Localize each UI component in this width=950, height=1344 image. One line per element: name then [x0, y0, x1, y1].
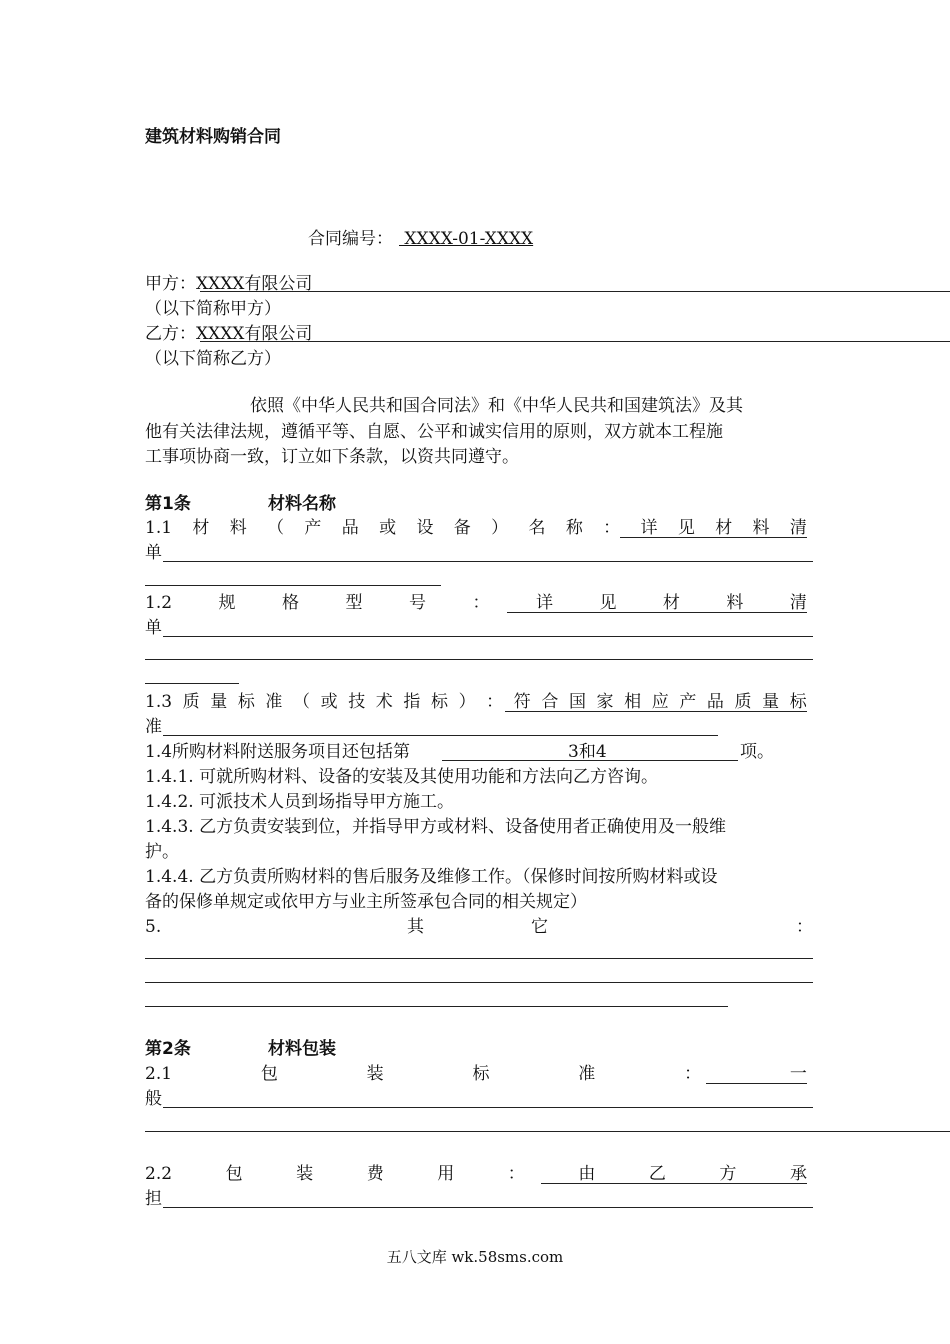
intro-line-3: 工事项协商一致，订立如下条款，以资共同遵守。	[145, 447, 519, 467]
c21-underline-1	[163, 1107, 813, 1108]
c13-value-underline	[505, 711, 807, 712]
c13-char: 国	[568, 692, 586, 712]
clause-2-2	[145, 1163, 807, 1185]
c22-char: 由	[578, 1164, 596, 1184]
c11-char: 或	[379, 518, 397, 538]
c11-char: 1.1	[145, 518, 173, 538]
c12-char: 见	[599, 593, 617, 613]
party-a-label: 甲方：	[145, 274, 196, 294]
c21-char: 一	[789, 1064, 807, 1084]
party-b-underline	[200, 341, 950, 342]
contract-number	[308, 228, 533, 250]
c13-char: 质	[734, 692, 752, 712]
c11-char: 见	[677, 518, 695, 538]
c12-char: 1.2	[145, 593, 173, 613]
c21-char: 准	[578, 1064, 596, 1084]
c13-char: ）	[458, 692, 476, 712]
clause-2-1	[145, 1063, 807, 1085]
intro-line-2: 他有关法律法规，遵循平等、自愿、公平和诚实信用的原则，双方就本工程施	[145, 422, 723, 442]
c11-char: 材	[715, 518, 733, 538]
c11-char: ：	[603, 518, 621, 538]
c13-char: 术	[375, 692, 393, 712]
c13-char: 相	[624, 692, 642, 712]
clause-1-4-value: 3和4	[568, 742, 607, 762]
article-2-title: 材料包装	[268, 1039, 336, 1059]
c12-char: 材	[662, 593, 680, 613]
c21-value-underline	[706, 1083, 807, 1084]
c13-char: 产	[679, 692, 697, 712]
c22-char: ：	[507, 1164, 525, 1184]
c5-char: 5.	[145, 917, 162, 937]
c22-char: 包	[225, 1164, 243, 1184]
c21-end: 般	[145, 1089, 162, 1109]
c12-underline-3	[145, 683, 239, 684]
c12-char: 规	[218, 593, 236, 613]
c22-char: 2.2	[145, 1164, 173, 1184]
c13-char: 或	[320, 692, 338, 712]
c12-char: 清	[789, 593, 807, 613]
c11-char: 备	[453, 518, 471, 538]
c11-char: 料	[229, 518, 247, 538]
article-1-heading: 第1条	[145, 494, 191, 514]
c22-char: 方	[719, 1164, 737, 1184]
c5-underline-2	[145, 982, 813, 983]
c21-char: ：	[684, 1064, 702, 1084]
clause-1-4-3a: 1.4.3. 乙方负责安装到位，并指导甲方或材料、设备使用者正确使用及一般维	[145, 817, 727, 837]
c13-char: 家	[596, 692, 614, 712]
c5-char: 它	[531, 917, 548, 937]
party-a-name: XXXX有限公司	[196, 274, 313, 294]
article-1-title: 材料名称	[268, 494, 336, 514]
intro-line-1: 依照《中华人民共和国合同法》和《中华人民共和国建筑法》及其	[250, 396, 743, 416]
c11-char: 设	[416, 518, 434, 538]
c12-char: 号	[408, 593, 426, 613]
party-a-underline	[200, 291, 950, 292]
c12-value-underline	[507, 612, 807, 613]
c13-end: 准	[145, 717, 162, 737]
c13-char: 应	[651, 692, 669, 712]
c12-char: 详	[535, 593, 553, 613]
c11-char: 产	[304, 518, 322, 538]
c5-underline-1	[145, 958, 813, 959]
contract-number-value: XXXX-01-XXXX	[399, 229, 534, 249]
c12-end: 单	[145, 618, 162, 638]
c13-char: 技	[348, 692, 366, 712]
c13-char: ：	[486, 692, 504, 712]
c13-char: （	[293, 692, 311, 712]
c11-underline-2	[145, 585, 441, 586]
party-a-note: （以下简称甲方）	[145, 299, 281, 319]
clause-1-3	[145, 691, 807, 713]
c11-char: 材	[192, 518, 210, 538]
c11-char: 品	[341, 518, 359, 538]
party-b-note: （以下简称乙方）	[145, 349, 281, 369]
c13-char: 质	[182, 692, 200, 712]
c13-char: 1.3	[145, 692, 173, 712]
clause-1-4-4b: 备的保修单规定或依甲方与业主所签承包合同的相关规定）	[145, 892, 587, 912]
clause-1-4-pre: 1.4所购材料附送服务项目还包括第	[145, 742, 411, 762]
c21-underline-2	[145, 1131, 950, 1132]
c22-char: 乙	[648, 1164, 666, 1184]
c12-underline-1	[163, 636, 813, 637]
c11-char: ）	[491, 518, 509, 538]
c12-char: 料	[726, 593, 744, 613]
c11-value-underline	[620, 537, 807, 538]
c11-char: （	[267, 518, 285, 538]
c11-char: 称	[565, 518, 583, 538]
clause-1-4-1: 1.4.1. 可就所购材料、设备的安装及其使用功能和方法向乙方咨询。	[145, 767, 659, 787]
c22-char: 装	[296, 1164, 314, 1184]
clause-1-4-3b: 护。	[145, 842, 179, 862]
c11-end: 单	[145, 543, 162, 563]
contract-number-label: 合同编号：	[308, 229, 393, 249]
clause-5	[145, 916, 813, 938]
c21-char: 装	[366, 1064, 384, 1084]
c22-underline-1	[163, 1207, 813, 1208]
c5-char: ：	[796, 917, 813, 937]
c13-char: 标	[237, 692, 255, 712]
c13-char: 量	[210, 692, 228, 712]
c13-char: 指	[403, 692, 421, 712]
c22-end: 担	[145, 1189, 162, 1209]
c11-char: 料	[752, 518, 770, 538]
c5-underline-3	[145, 1006, 728, 1007]
c13-char: 标	[430, 692, 448, 712]
c11-char: 名	[528, 518, 546, 538]
c13-char: 品	[706, 692, 724, 712]
c12-char: 型	[345, 593, 363, 613]
clause-1-4-post: 项。	[740, 742, 774, 762]
c12-char: ：	[472, 593, 490, 613]
c11-char: 清	[789, 518, 807, 538]
c21-char: 包	[260, 1064, 278, 1084]
c13-char: 合	[541, 692, 559, 712]
c22-value-underline	[541, 1183, 807, 1184]
c12-underline-2	[145, 659, 813, 660]
c22-char: 费	[366, 1164, 384, 1184]
c13-underline	[163, 735, 718, 736]
c12-char: 格	[282, 593, 300, 613]
c13-char: 量	[762, 692, 780, 712]
page-title: 建筑材料购销合同	[145, 127, 281, 147]
party-b-label: 乙方：	[145, 324, 196, 344]
c11-char: 详	[640, 518, 658, 538]
clause-1-4-2: 1.4.2. 可派技术人员到场指导甲方施工。	[145, 792, 455, 812]
c22-char: 承	[789, 1164, 807, 1184]
c22-char: 用	[437, 1164, 455, 1184]
clause-1-2	[145, 592, 807, 614]
clause-1-4-4a: 1.4.4. 乙方负责所购材料的售后服务及维修工作。（保修时间按所购材料或设	[145, 867, 718, 887]
party-b-name: XXXX有限公司	[196, 324, 313, 344]
c5-char: 其	[407, 917, 424, 937]
c13-char: 标	[789, 692, 807, 712]
c13-char: 符	[513, 692, 531, 712]
footer-watermark: 五八文库 wk.58sms.com	[386, 1248, 564, 1266]
c21-char: 2.1	[145, 1064, 173, 1084]
clause-1-1	[145, 517, 807, 539]
c21-char: 标	[472, 1064, 490, 1084]
c13-char: 准	[265, 692, 283, 712]
c14-value-underline	[442, 760, 738, 761]
c11-underline-1	[163, 561, 813, 562]
article-2-heading: 第2条	[145, 1039, 191, 1059]
